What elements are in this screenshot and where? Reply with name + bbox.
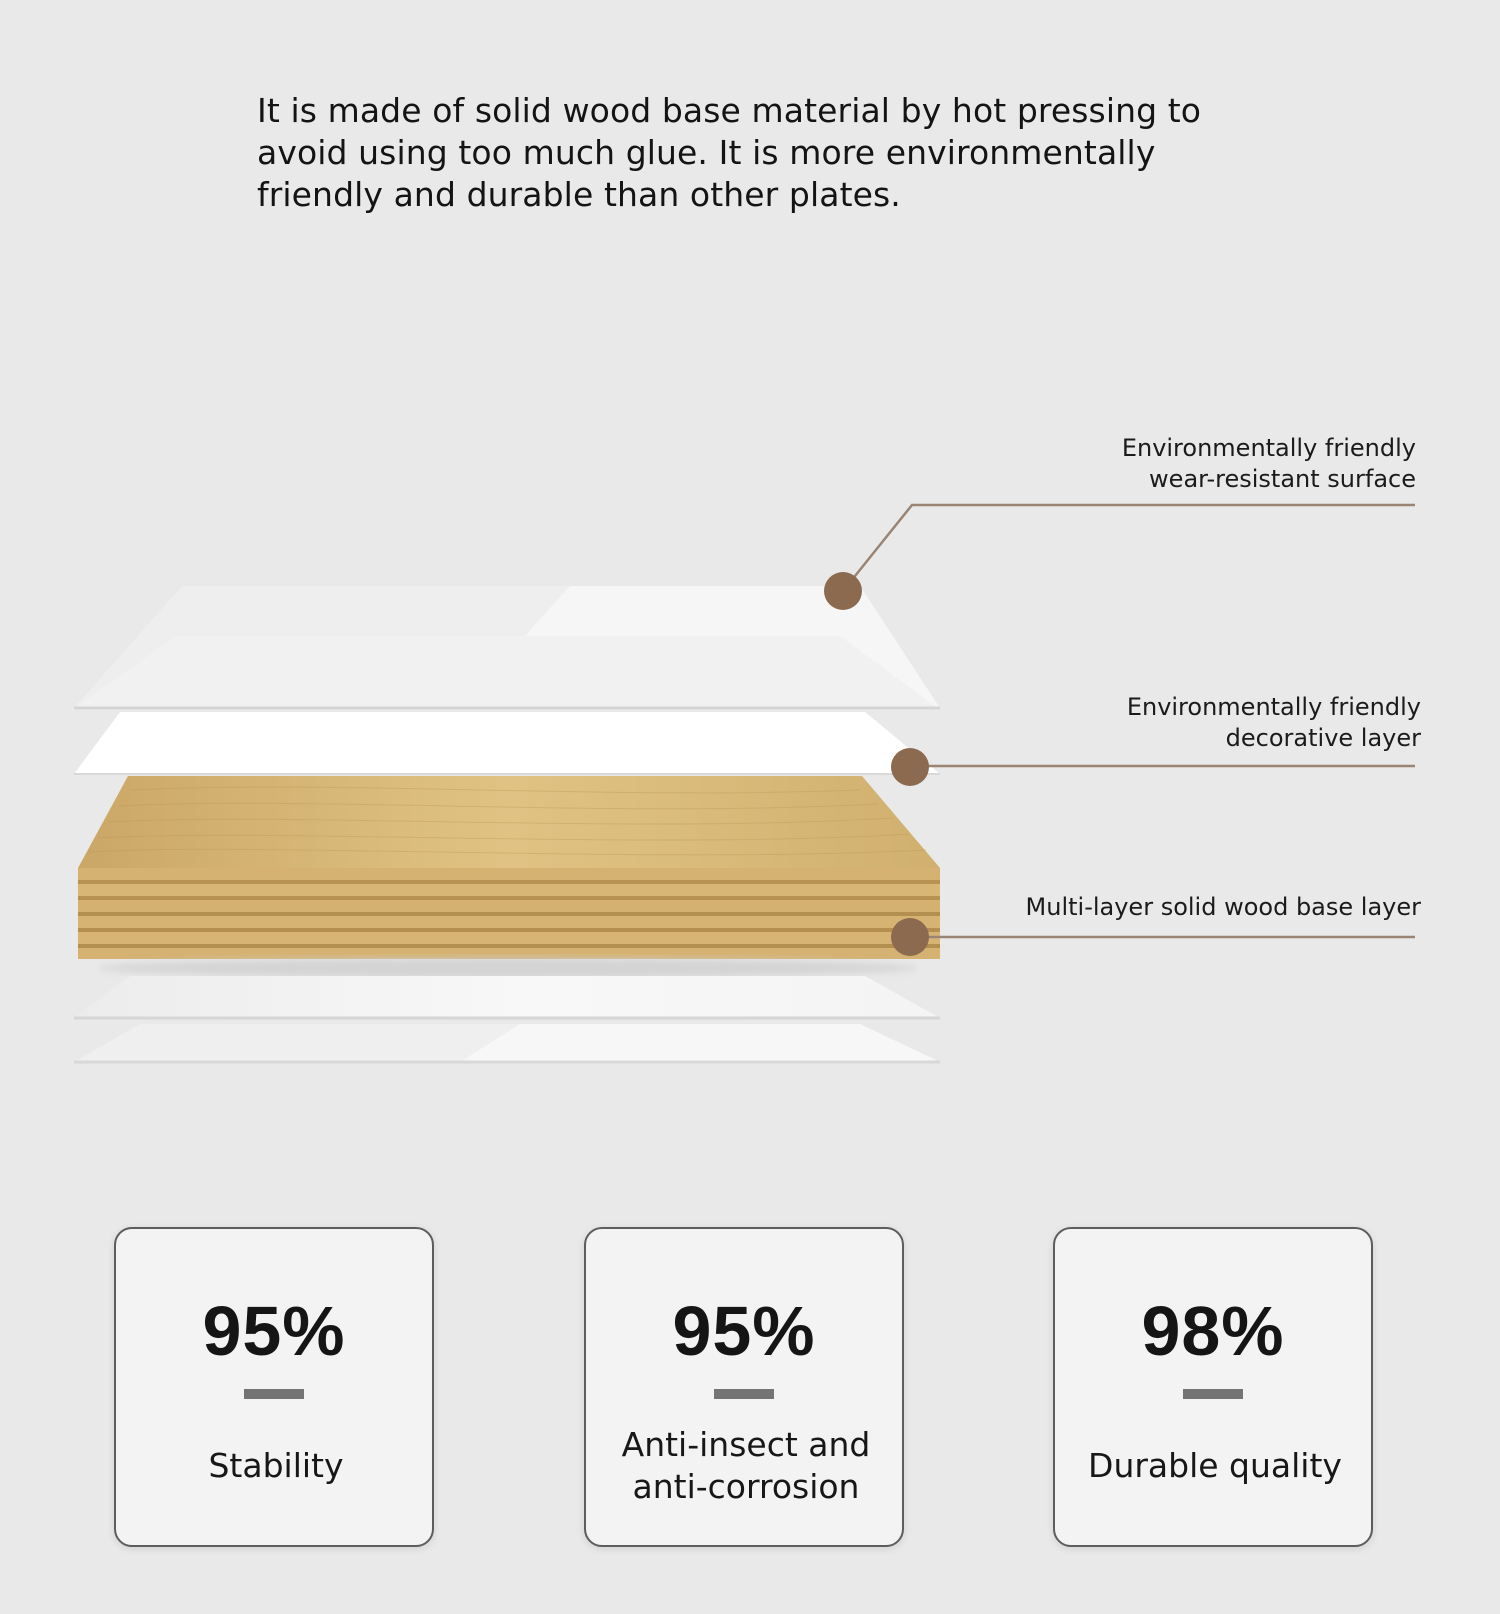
callout-line: Multi-layer solid wood base layer — [1025, 893, 1421, 921]
callout-line: Environmentally friendly — [1121, 434, 1416, 462]
stat-value: 98% — [1141, 1292, 1285, 1370]
stat-label: Stability — [208, 1446, 344, 1485]
intro-paragraph: It is made of solid wood base material by hot pressing to avoid using too much glue. It is more environmentally friendly and durable than other plates. — [257, 91, 1202, 214]
bottom-sheet-2-highlight — [460, 1024, 940, 1062]
stat-value: 95% — [202, 1292, 346, 1370]
marker-dot-decorative — [891, 748, 929, 786]
callout-line: wear-resistant surface — [1149, 465, 1416, 493]
stat-card-anti-insect — [584, 1227, 904, 1547]
stat-card-durable-quality — [1053, 1227, 1373, 1547]
callout-wear-resistant-surface — [1122, 433, 1416, 495]
callout-line: Environmentally friendly — [1126, 693, 1421, 721]
wood-ply-stack — [78, 868, 940, 959]
callout-line: decorative layer — [1225, 724, 1421, 752]
stat-divider — [714, 1389, 774, 1399]
stat-divider — [1183, 1389, 1243, 1399]
decorative-layer — [74, 712, 940, 774]
callout-decorative-layer — [1127, 692, 1421, 754]
stat-value: 95% — [672, 1292, 816, 1370]
callout-base-layer — [1026, 892, 1421, 923]
marker-dot-surface — [824, 572, 862, 610]
stat-label: Anti-insect and anti-corrosion — [621, 1425, 871, 1506]
stat-divider — [244, 1389, 304, 1399]
marker-dot-base — [891, 918, 929, 956]
bottom-sheet-1 — [74, 976, 940, 1018]
stat-label: Durable quality — [1088, 1446, 1342, 1485]
stat-card-stability — [114, 1227, 434, 1547]
stack-shadow — [98, 958, 918, 978]
leader-line-surface — [843, 505, 1415, 591]
protective-sheet-middle — [72, 636, 940, 710]
